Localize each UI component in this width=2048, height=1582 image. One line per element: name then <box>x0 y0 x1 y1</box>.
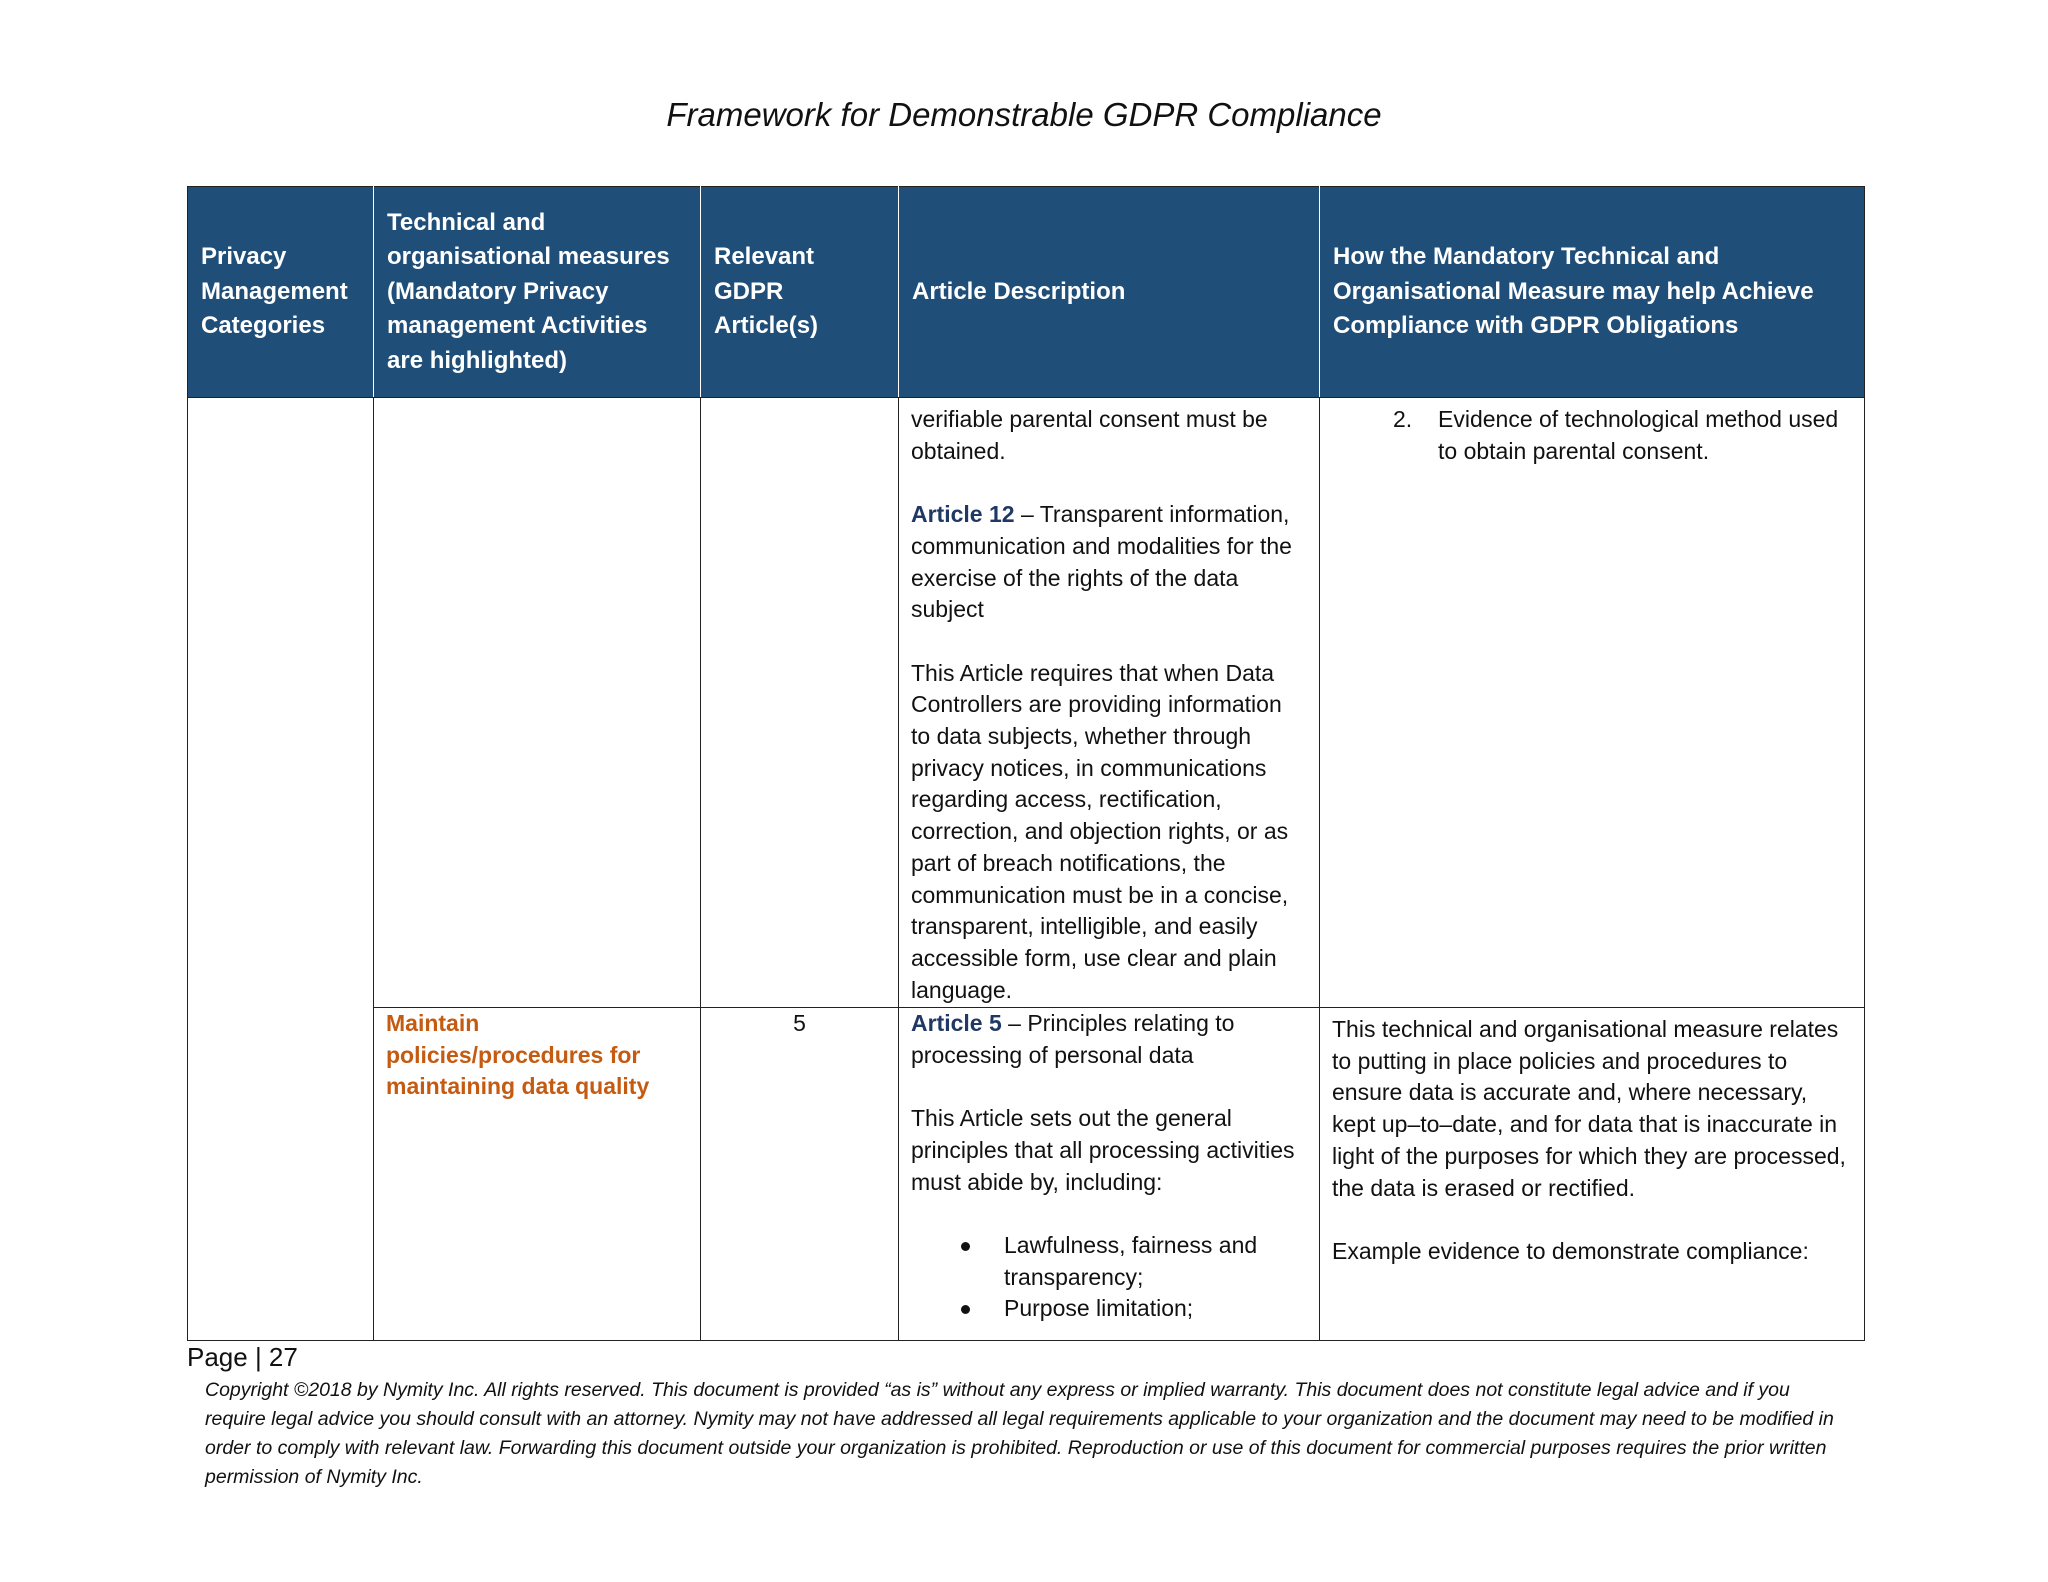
header-compliance-help: How the Mandatory Technical and Organisational Measure may help Achieve Compliance with GDPR Obligations <box>1320 187 1865 398</box>
measure-cell <box>374 1008 701 1341</box>
compliance-cell <box>1320 398 1865 1008</box>
description-cell <box>899 398 1320 1008</box>
mandatory-measure: Maintain policies/procedures for maintaining data quality <box>386 1010 650 1100</box>
table-header-row <box>188 187 1865 398</box>
page-number: Page | 27 <box>187 1342 298 1372</box>
header-gdpr-articles: Relevant GDPR Article(s) <box>701 187 899 398</box>
article-heading <box>911 1008 1307 1071</box>
description-intro: verifiable parental consent must be obtained. <box>911 406 1268 464</box>
principles-list <box>911 1230 1307 1325</box>
category-cell <box>188 398 374 1341</box>
list-item-number: 2. <box>1393 406 1413 432</box>
evidence-label: Example evidence to demonstrate compliance: <box>1332 1237 1809 1264</box>
evidence-list <box>1332 404 1852 467</box>
compliance-text: This technical and organisational measure relates to putting in place policies and procedures to ensure data is accurate and, where necessary, kept up–to–date, and for data that is inaccurate in light of the purposes for which they are processed, the data is erased or rectified. <box>1332 1016 1846 1201</box>
compliance-cell <box>1320 1008 1865 1341</box>
header-privacy-categories: Privacy Management Categories <box>188 187 374 398</box>
article-heading <box>911 499 1307 626</box>
article-reference: Article 5 <box>911 1010 1002 1036</box>
table-row <box>188 398 1865 1008</box>
measure-cell <box>374 398 701 1008</box>
article-reference: Article 12 <box>911 501 1015 528</box>
article-title: – Transparent information, communication and modalities for the exercise of the rights of the data subject <box>911 501 1292 623</box>
list-item-text: Evidence of technological method used to obtain parental consent. <box>1438 406 1839 464</box>
description-cell <box>899 1008 1320 1341</box>
description-body: This Article sets out the general principles that all processing activities must abide by, including: <box>911 1105 1295 1195</box>
table-row <box>188 1008 1865 1341</box>
header-measures: Technical and organisational measures (Mandatory Privacy management Activities are highlighted) <box>374 187 701 398</box>
header-article-description: Article Description <box>899 187 1320 398</box>
article-cell: 5 <box>701 1008 899 1341</box>
list-item: Lawfulness, fairness and transparency; <box>911 1230 1307 1293</box>
article-cell <box>701 398 899 1008</box>
list-item <box>1332 404 1852 467</box>
list-item: Purpose limitation; <box>911 1293 1307 1325</box>
article-title: – Principles relating to processing of personal data <box>911 1010 1235 1068</box>
compliance-table <box>187 186 1865 1341</box>
copyright-notice: Copyright ©2018 by Nymity Inc. All rights reserved. This document is provided “as is” without any express or implied warranty. This document does not constitute legal advice and if you require legal advice you should consult with an attorney. Nymity may not have addressed all legal requirements applicable to your organization and the document may need to be modified in order to comply with relevant law. Forwarding this document outside your organization is prohibited. Reproduction or use of this document for commercial purposes requires the prior written permission of Nymity Inc. <box>205 1379 1834 1488</box>
document-title: Framework for Demonstrable GDPR Compliance <box>666 96 1382 133</box>
description-body: This Article requires that when Data Controllers are providing information to data subjects, whether through privacy notices, in communications regarding access, rectification, correction, and objection rights, or as part of breach notifications, the communication must be in a concise, transparent, intelligible, and easily accessible form, use clear and plain language. <box>911 659 1289 1003</box>
